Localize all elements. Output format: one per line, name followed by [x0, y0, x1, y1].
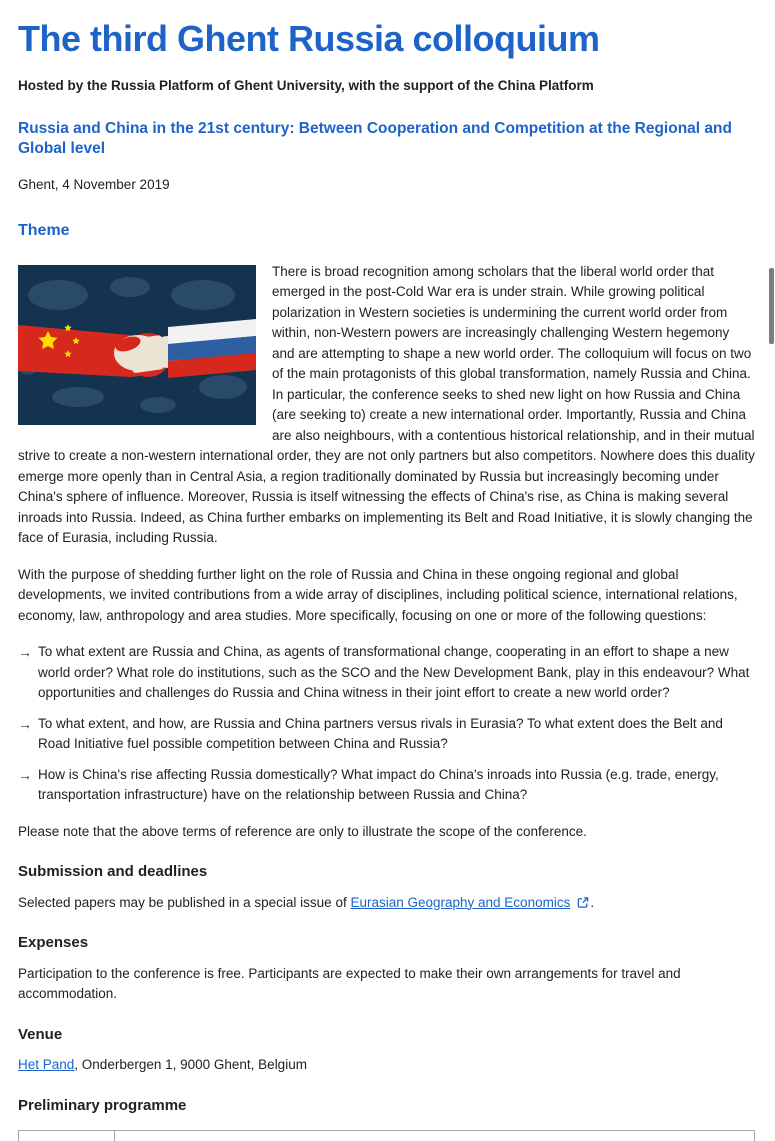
- submission-text-before: Selected papers may be published in a special issue of: [18, 894, 351, 910]
- theme-heading: Theme: [18, 222, 70, 239]
- venue-text: [18, 1055, 755, 1076]
- list-item-text: How is China's rise affecting Russia domestically? What impact do China's inroads into Russia (e.g. trade, energy, transportation infrastructure) have on the relationship between Russia and China?: [38, 766, 719, 802]
- scope-note: Please note that the above terms of reference are only to illustrate the scope of the conference.: [18, 823, 587, 839]
- expenses-heading: Expenses: [18, 934, 89, 951]
- theme-paragraph-1: There is broad recognition among scholars that the liberal world order that emerged in the post-Cold War era is under strain. While growing political polarization in Western societies is undermining the current world order from within, non-Western powers are increasingly challenging Western hegemony and are attempting to shape a new world order. The colloquium will focus on two of the main protagonists of this global transformation, namely Russia and China. In particular, the conference seeks to shed new light on how Russia and China (are seeking to) create a new international order. Importantly, Russia and China are also neighbours, with a contentious historical relationship, and in their mutual strive to create a non-western international order, they are not only partners but also competitors. Nowhere does this duality emerge more openly than in Central Asia, a region traditionally dominated by Russia but increasingly becoming under China's sphere of influence. Moreover, Russia is itself witnessing the effects of China's rise, as China is making several inroads into Russia. Indeed, as China further embarks on implementing its Belt and Road Initiative, it is slowly changing the face of Eurasia, including Russia.: [18, 263, 755, 545]
- programme-heading: Preliminary programme: [18, 1096, 187, 1114]
- external-link-icon[interactable]: [576, 895, 590, 908]
- theme-paragraph-2: With the purpose of shedding further light on the role of Russia and China in these ongoing regional and global developments, we invited contributions from a wide array of disciplines, including political science, international relations, economy, law, anthropology and area studies. More specifically, focusing on one or more of the following questions:: [18, 566, 738, 623]
- venue-link[interactable]: Het Pand: [18, 1057, 75, 1072]
- programme-table: [18, 1130, 755, 1141]
- arrow-bullet-icon: →: [18, 715, 32, 732]
- table-cell: [115, 1131, 755, 1141]
- venue-address: , Onderbergen 1, 9000 Ghent, Belgium: [74, 1057, 307, 1072]
- list-item-text: To what extent, and how, are Russia and China partners versus rivals in Eurasia? To what extent does the Belt and Road Initiative fuel possible competition between China and Russia?: [38, 715, 723, 751]
- submission-heading: Submission and deadlines: [18, 863, 208, 880]
- submission-text-after: .: [590, 894, 595, 910]
- list-item: [18, 765, 755, 806]
- submission-text: [18, 893, 755, 914]
- question-list: [18, 642, 755, 806]
- event-title: Russia and China in the 21st century: Between Cooperation and Competition at the Regional and Global level: [18, 119, 732, 157]
- page-subtitle: Hosted by the Russia Platform of Ghent University, with the support of the China Platform: [18, 78, 594, 93]
- journal-link[interactable]: Eurasian Geography and Economics: [350, 894, 571, 910]
- russia-china-handshake-image: [18, 265, 256, 425]
- expenses-text: Participation to the conference is free. Participants are expected to make their own arrangements for travel and accommodation.: [18, 965, 681, 1001]
- arrow-bullet-icon: →: [18, 766, 32, 783]
- event-date: Ghent, 4 November 2019: [18, 176, 170, 192]
- page-title: The third Ghent Russia colloquium: [18, 18, 600, 59]
- venue-heading: Venue: [18, 1025, 63, 1043]
- list-item-text: To what extent are Russia and China, as agents of transformational change, cooperating in an effort to shape a new world order? What role do institutions, such as the SCO and the New Development Bank, play in this endeavour? What opportunities and challenges do Russia and China witness in their joint effort to create a new world order?: [38, 644, 750, 700]
- list-item: [18, 642, 755, 704]
- scrollbar-thumb[interactable]: [769, 268, 774, 344]
- arrow-bullet-icon: →: [18, 644, 32, 660]
- theme-body: [18, 262, 755, 549]
- list-item: [18, 714, 755, 755]
- table-cell: [18, 1131, 115, 1141]
